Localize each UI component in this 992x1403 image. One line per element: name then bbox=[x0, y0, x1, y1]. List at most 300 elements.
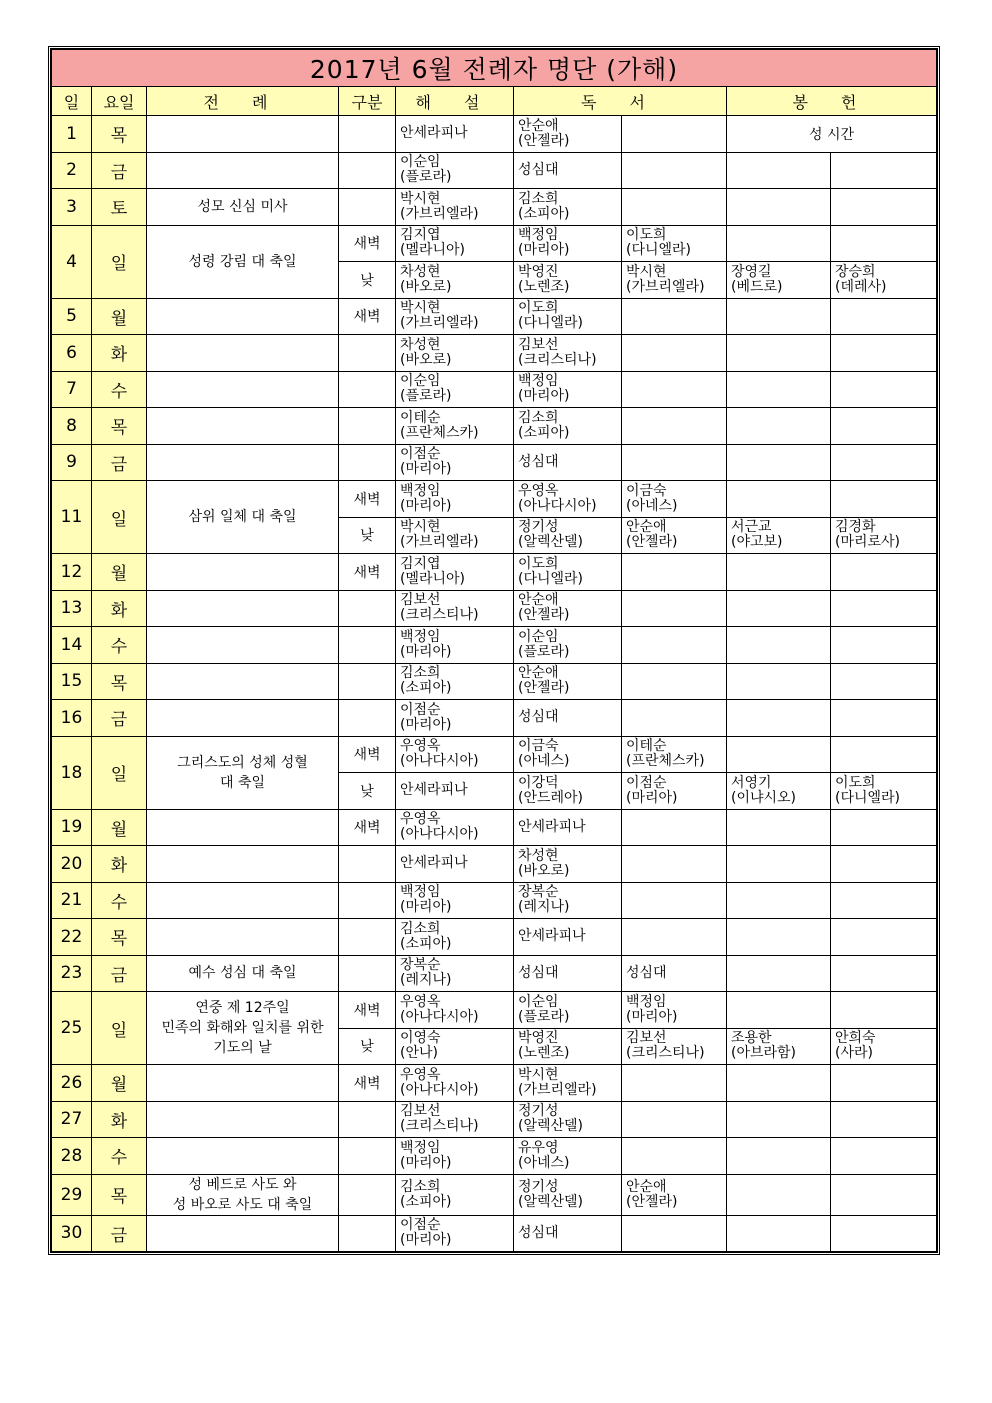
offering-cell-2 bbox=[831, 846, 937, 883]
name-line: (마리아) bbox=[400, 716, 452, 733]
name-line: 박영진 bbox=[518, 263, 559, 280]
name-line: 우영옥 bbox=[400, 738, 441, 755]
name-line: 정기성 bbox=[518, 1103, 559, 1120]
name-line: (플로라) bbox=[518, 643, 570, 660]
commentary-cell bbox=[396, 152, 514, 189]
schedule-body bbox=[52, 116, 937, 1252]
day-cell: 22 bbox=[52, 919, 92, 956]
table-row bbox=[52, 992, 937, 1029]
commentary-cell bbox=[396, 335, 514, 372]
type-cell bbox=[339, 846, 396, 883]
liturgy-cell: 예수 성심 대 축일 bbox=[147, 955, 339, 992]
table-row bbox=[52, 846, 937, 883]
reading-cell-1 bbox=[514, 919, 622, 956]
weekday-cell: 목 bbox=[92, 663, 147, 700]
weekday-cell: 월 bbox=[92, 298, 147, 335]
reading-cell-2 bbox=[622, 1215, 727, 1252]
offering-cell-1 bbox=[727, 262, 831, 299]
name-line: 박시현 bbox=[626, 263, 667, 280]
day-cell: 26 bbox=[52, 1065, 92, 1102]
reading-cell-1 bbox=[514, 882, 622, 919]
reading-cell-1 bbox=[514, 335, 622, 372]
table-row bbox=[52, 627, 937, 664]
weekday-cell: 목 bbox=[92, 919, 147, 956]
offering-cell-2 bbox=[831, 225, 937, 262]
weekday-cell: 목 bbox=[92, 116, 147, 153]
name-line: (아네스) bbox=[518, 1154, 570, 1171]
reading-cell-2 bbox=[622, 809, 727, 846]
offering-cell-2 bbox=[831, 992, 937, 1029]
name-line: (마리아) bbox=[400, 899, 452, 916]
offering-cell-2 bbox=[831, 517, 937, 554]
table-row bbox=[52, 919, 937, 956]
offering-cell-2 bbox=[831, 481, 937, 518]
name-line: (아나다시아) bbox=[400, 753, 479, 770]
header-day: 일 bbox=[52, 87, 92, 116]
weekday-cell: 월 bbox=[92, 809, 147, 846]
name-line: 이점순 bbox=[400, 446, 441, 463]
name-line: (안젤라) bbox=[626, 534, 678, 551]
name-line: (알렉산델) bbox=[518, 1193, 584, 1210]
table-row bbox=[52, 189, 937, 226]
table-row bbox=[52, 809, 937, 846]
offering-cell-2 bbox=[831, 335, 937, 372]
name-line: 안순애 bbox=[518, 592, 559, 609]
reading-cell-2 bbox=[622, 1174, 727, 1215]
type-cell bbox=[339, 189, 396, 226]
name-line: (레지나) bbox=[400, 972, 452, 989]
reading-cell-1 bbox=[514, 773, 622, 810]
offering-cell-1 bbox=[727, 955, 831, 992]
name-line: (멜라니아) bbox=[400, 242, 466, 259]
commentary-cell bbox=[396, 992, 514, 1029]
reading-cell-1 bbox=[514, 992, 622, 1029]
offering-cell-1 bbox=[727, 663, 831, 700]
day-cell: 23 bbox=[52, 955, 92, 992]
offering-cell-1 bbox=[727, 919, 831, 956]
commentary-cell bbox=[396, 1138, 514, 1175]
table-row bbox=[52, 700, 937, 737]
name-line: (사라) bbox=[835, 1045, 873, 1062]
type-cell: 낮 bbox=[339, 517, 396, 554]
name-line: 박시현 bbox=[518, 1066, 559, 1083]
weekday-cell: 일 bbox=[92, 736, 147, 809]
type-cell bbox=[339, 955, 396, 992]
type-cell: 새벽 bbox=[339, 1065, 396, 1102]
reading-cell-2 bbox=[622, 152, 727, 189]
name-line: (아네스) bbox=[518, 753, 570, 770]
type-cell bbox=[339, 444, 396, 481]
name-line: 조용한 bbox=[731, 1030, 772, 1047]
liturgy-cell bbox=[147, 919, 339, 956]
table-row bbox=[52, 1174, 937, 1215]
name-line: (레지나) bbox=[518, 899, 570, 916]
name-line: (크리스티나) bbox=[626, 1045, 705, 1062]
liturgy-cell bbox=[147, 444, 339, 481]
day-cell: 2 bbox=[52, 152, 92, 189]
name-line: (마리아) bbox=[626, 789, 678, 806]
commentary-cell bbox=[396, 189, 514, 226]
offering-cell-2 bbox=[831, 408, 937, 445]
day-cell: 6 bbox=[52, 335, 92, 372]
name-line: 안희숙 bbox=[835, 1030, 876, 1047]
name-line: 김지엽 bbox=[400, 555, 441, 572]
offering-cell-2 bbox=[831, 773, 937, 810]
name-line: 우영옥 bbox=[518, 482, 559, 499]
weekday-cell: 금 bbox=[92, 152, 147, 189]
reading-cell-1 bbox=[514, 225, 622, 262]
name-line: 서근교 bbox=[731, 519, 772, 536]
commentary-cell bbox=[396, 773, 514, 810]
reading-cell-1 bbox=[514, 408, 622, 445]
type-cell bbox=[339, 1101, 396, 1138]
name-line: (마리아) bbox=[400, 643, 452, 660]
name-line: 성심대 bbox=[518, 964, 559, 981]
commentary-cell bbox=[396, 700, 514, 737]
commentary-cell bbox=[396, 1065, 514, 1102]
header-reading: 독 서 bbox=[514, 87, 727, 116]
day-cell: 27 bbox=[52, 1101, 92, 1138]
commentary-cell bbox=[396, 882, 514, 919]
name-line: 성심대 bbox=[626, 964, 667, 981]
reading-cell-1 bbox=[514, 262, 622, 299]
name-line: 이금숙 bbox=[626, 482, 667, 499]
name-line: (마리아) bbox=[400, 497, 452, 514]
offering-cell-2 bbox=[831, 371, 937, 408]
table-row bbox=[52, 955, 937, 992]
day-cell: 11 bbox=[52, 481, 92, 554]
name-line: 김지엽 bbox=[400, 227, 441, 244]
offering-cell-1 bbox=[727, 517, 831, 554]
type-cell: 낮 bbox=[339, 773, 396, 810]
name-line: (마리아) bbox=[400, 461, 452, 478]
day-cell: 12 bbox=[52, 554, 92, 591]
name-line: (가브리엘라) bbox=[400, 315, 479, 332]
offering-cell-1 bbox=[727, 627, 831, 664]
name-line: 백정임 bbox=[400, 1139, 441, 1156]
name-line: (소피아) bbox=[518, 205, 570, 222]
reading-cell-2 bbox=[622, 335, 727, 372]
name-line: (데레사) bbox=[835, 278, 887, 295]
table-row bbox=[52, 590, 937, 627]
liturgy-cell bbox=[147, 1138, 339, 1175]
day-cell: 9 bbox=[52, 444, 92, 481]
name-line: 정기성 bbox=[518, 1178, 559, 1195]
name-line: 이도희 bbox=[626, 227, 667, 244]
commentary-cell bbox=[396, 371, 514, 408]
schedule-table bbox=[51, 49, 937, 1252]
day-cell: 29 bbox=[52, 1174, 92, 1215]
offering-cell-1 bbox=[727, 335, 831, 372]
type-cell bbox=[339, 882, 396, 919]
name-line: (크리스티나) bbox=[400, 607, 479, 624]
offering-cell-2 bbox=[831, 590, 937, 627]
liturgy-cell bbox=[147, 1101, 339, 1138]
table-row bbox=[52, 663, 937, 700]
liturgy-cell: 연중 제 12주일 민족의 화해와 일치를 위한 기도의 날 bbox=[147, 992, 339, 1065]
weekday-cell: 목 bbox=[92, 1174, 147, 1215]
offering-cell-1 bbox=[727, 736, 831, 773]
table-row bbox=[52, 1065, 937, 1102]
name-line: 김소희 bbox=[400, 920, 441, 937]
offering-cell-1 bbox=[727, 371, 831, 408]
name-line: (다니엘라) bbox=[518, 570, 584, 587]
liturgy-cell: 성모 신심 미사 bbox=[147, 189, 339, 226]
name-line: 김보선 bbox=[400, 1103, 441, 1120]
offering-cell-2 bbox=[831, 663, 937, 700]
offering-cell-2 bbox=[831, 700, 937, 737]
header-commentary: 해 설 bbox=[396, 87, 514, 116]
reading-cell-2 bbox=[622, 882, 727, 919]
weekday-cell: 금 bbox=[92, 444, 147, 481]
name-line: 백정임 bbox=[400, 628, 441, 645]
name-line: 차성현 bbox=[400, 336, 441, 353]
liturgy-cell bbox=[147, 1215, 339, 1252]
name-line: 유우영 bbox=[518, 1139, 559, 1156]
weekday-cell: 월 bbox=[92, 1065, 147, 1102]
offering-cell-1 bbox=[727, 481, 831, 518]
reading-cell-1 bbox=[514, 116, 622, 153]
reading-cell-1 bbox=[514, 444, 622, 481]
name-line: (알렉산델) bbox=[518, 534, 584, 551]
offering-cell-2 bbox=[831, 1174, 937, 1215]
reading-cell-1 bbox=[514, 700, 622, 737]
commentary-cell bbox=[396, 1215, 514, 1252]
name-line: 김보선 bbox=[400, 592, 441, 609]
liturgy-cell bbox=[147, 627, 339, 664]
type-cell bbox=[339, 919, 396, 956]
day-cell: 5 bbox=[52, 298, 92, 335]
name-line: 안세라피나 bbox=[518, 928, 586, 945]
commentary-cell bbox=[396, 590, 514, 627]
offering-cell-1 bbox=[727, 590, 831, 627]
commentary-cell bbox=[396, 1028, 514, 1065]
table-row bbox=[52, 444, 937, 481]
name-line: 박시현 bbox=[400, 190, 441, 207]
weekday-cell: 일 bbox=[92, 481, 147, 554]
weekday-cell: 수 bbox=[92, 1138, 147, 1175]
name-line: 백정임 bbox=[518, 373, 559, 390]
name-line: 박영진 bbox=[518, 1030, 559, 1047]
offering-cell-2 bbox=[831, 627, 937, 664]
name-line: (멜라니아) bbox=[400, 570, 466, 587]
name-line: (크리스티나) bbox=[518, 351, 597, 368]
day-cell: 15 bbox=[52, 663, 92, 700]
weekday-cell: 토 bbox=[92, 189, 147, 226]
day-cell: 18 bbox=[52, 736, 92, 809]
day-cell: 8 bbox=[52, 408, 92, 445]
name-line: (이냐시오) bbox=[731, 789, 797, 806]
type-cell bbox=[339, 700, 396, 737]
name-line: 김보선 bbox=[518, 336, 559, 353]
offering-cell-2 bbox=[831, 262, 937, 299]
table-row bbox=[52, 554, 937, 591]
page-title: 2017년 6월 전례자 명단 (가해) bbox=[52, 50, 937, 87]
name-line: 성심대 bbox=[518, 1224, 559, 1241]
name-line: (다니엘라) bbox=[835, 789, 901, 806]
commentary-cell bbox=[396, 663, 514, 700]
reading-cell-1 bbox=[514, 189, 622, 226]
commentary-cell bbox=[396, 481, 514, 518]
reading-cell-1 bbox=[514, 809, 622, 846]
name-line: 안순애 bbox=[626, 1178, 667, 1195]
reading-cell-2 bbox=[622, 663, 727, 700]
offering-cell-2 bbox=[831, 152, 937, 189]
name-line: 안세라피나 bbox=[400, 125, 468, 142]
reading-cell-2 bbox=[622, 736, 727, 773]
offering-cell-2 bbox=[831, 809, 937, 846]
name-line: (다니엘라) bbox=[518, 315, 584, 332]
name-line: 김소희 bbox=[518, 409, 559, 426]
name-line: 장복순 bbox=[518, 884, 559, 901]
offering-cell-2 bbox=[831, 554, 937, 591]
name-line: (가브리엘라) bbox=[518, 1081, 597, 1098]
name-line: (가브리엘라) bbox=[626, 278, 705, 295]
reading-cell-1 bbox=[514, 846, 622, 883]
type-cell: 낮 bbox=[339, 262, 396, 299]
name-line: 이점순 bbox=[626, 774, 667, 791]
name-line: (안나) bbox=[400, 1045, 438, 1062]
commentary-cell bbox=[396, 262, 514, 299]
reading-cell-2 bbox=[622, 1065, 727, 1102]
offering-cell-2 bbox=[831, 189, 937, 226]
table-row bbox=[52, 481, 937, 518]
commentary-cell bbox=[396, 955, 514, 992]
type-cell bbox=[339, 152, 396, 189]
type-cell bbox=[339, 335, 396, 372]
type-cell bbox=[339, 1215, 396, 1252]
name-line: (알렉산델) bbox=[518, 1118, 584, 1135]
type-cell: 낮 bbox=[339, 1028, 396, 1065]
name-line: 이순임 bbox=[400, 154, 441, 171]
table-row bbox=[52, 298, 937, 335]
reading-cell-2 bbox=[622, 992, 727, 1029]
name-line: (야고보) bbox=[731, 534, 783, 551]
weekday-cell: 목 bbox=[92, 408, 147, 445]
day-cell: 16 bbox=[52, 700, 92, 737]
name-line: (소피아) bbox=[400, 935, 452, 952]
liturgy-cell: 그리스도의 성체 성혈 대 축일 bbox=[147, 736, 339, 809]
reading-cell-2 bbox=[622, 116, 727, 153]
reading-cell-2 bbox=[622, 371, 727, 408]
name-line: (아브라함) bbox=[731, 1045, 797, 1062]
weekday-cell: 화 bbox=[92, 846, 147, 883]
reading-cell-1 bbox=[514, 1174, 622, 1215]
liturgy-cell bbox=[147, 846, 339, 883]
weekday-cell: 금 bbox=[92, 700, 147, 737]
day-cell: 21 bbox=[52, 882, 92, 919]
name-line: 이순임 bbox=[518, 628, 559, 645]
commentary-cell bbox=[396, 627, 514, 664]
name-line: 우영옥 bbox=[400, 811, 441, 828]
name-line: 장승희 bbox=[835, 263, 876, 280]
table-row bbox=[52, 1101, 937, 1138]
name-line: 김소희 bbox=[518, 190, 559, 207]
offering-note: 성 시간 bbox=[727, 116, 937, 153]
reading-cell-1 bbox=[514, 371, 622, 408]
offering-cell-2 bbox=[831, 444, 937, 481]
reading-cell-1 bbox=[514, 627, 622, 664]
name-line: 이영숙 bbox=[400, 1030, 441, 1047]
reading-cell-1 bbox=[514, 590, 622, 627]
liturgy-cell bbox=[147, 882, 339, 919]
name-line: 이점순 bbox=[400, 701, 441, 718]
reading-cell-2 bbox=[622, 919, 727, 956]
name-line: (안젤라) bbox=[626, 1193, 678, 1210]
schedule-sheet bbox=[48, 46, 940, 1255]
table-row bbox=[52, 225, 937, 262]
reading-cell-2 bbox=[622, 444, 727, 481]
table-row bbox=[52, 1215, 937, 1252]
weekday-cell: 화 bbox=[92, 590, 147, 627]
name-line: (아네스) bbox=[626, 497, 678, 514]
offering-cell-1 bbox=[727, 1028, 831, 1065]
reading-cell-2 bbox=[622, 262, 727, 299]
commentary-cell bbox=[396, 919, 514, 956]
day-cell: 7 bbox=[52, 371, 92, 408]
name-line: (바오로) bbox=[400, 351, 452, 368]
name-line: (마리아) bbox=[626, 1008, 678, 1025]
offering-cell-1 bbox=[727, 846, 831, 883]
reading-cell-2 bbox=[622, 1101, 727, 1138]
name-line: 장복순 bbox=[400, 957, 441, 974]
name-line: (소피아) bbox=[400, 1193, 452, 1210]
day-cell: 20 bbox=[52, 846, 92, 883]
name-line: (마리아) bbox=[518, 388, 570, 405]
liturgy-cell bbox=[147, 335, 339, 372]
name-line: (프란체스카) bbox=[626, 753, 705, 770]
type-cell bbox=[339, 590, 396, 627]
liturgy-cell bbox=[147, 1065, 339, 1102]
header-type: 구분 bbox=[339, 87, 396, 116]
name-line: 박시현 bbox=[400, 519, 441, 536]
liturgy-cell bbox=[147, 152, 339, 189]
day-cell: 13 bbox=[52, 590, 92, 627]
offering-cell-1 bbox=[727, 408, 831, 445]
name-line: (아나다시아) bbox=[400, 826, 479, 843]
liturgy-cell bbox=[147, 700, 339, 737]
reading-cell-1 bbox=[514, 955, 622, 992]
name-line: 안순애 bbox=[518, 665, 559, 682]
reading-cell-2 bbox=[622, 1028, 727, 1065]
name-line: 성심대 bbox=[518, 453, 559, 470]
weekday-cell: 화 bbox=[92, 1101, 147, 1138]
commentary-cell bbox=[396, 408, 514, 445]
weekday-cell: 수 bbox=[92, 371, 147, 408]
offering-cell-2 bbox=[831, 1101, 937, 1138]
name-line: (플로라) bbox=[400, 388, 452, 405]
liturgy-cell bbox=[147, 408, 339, 445]
type-cell: 새벽 bbox=[339, 809, 396, 846]
liturgy-cell: 성령 강림 대 축일 bbox=[147, 225, 339, 298]
day-cell: 3 bbox=[52, 189, 92, 226]
offering-cell-1 bbox=[727, 700, 831, 737]
reading-cell-2 bbox=[622, 1138, 727, 1175]
table-row bbox=[52, 408, 937, 445]
name-line: (마리아) bbox=[400, 1154, 452, 1171]
reading-cell-1 bbox=[514, 1065, 622, 1102]
liturgy-cell bbox=[147, 663, 339, 700]
liturgy-cell: 삼위 일체 대 축일 bbox=[147, 481, 339, 554]
reading-cell-2 bbox=[622, 481, 727, 518]
day-cell: 30 bbox=[52, 1215, 92, 1252]
offering-cell-1 bbox=[727, 773, 831, 810]
offering-cell-1 bbox=[727, 554, 831, 591]
reading-cell-2 bbox=[622, 298, 727, 335]
name-line: 김소희 bbox=[400, 1178, 441, 1195]
offering-cell-1 bbox=[727, 152, 831, 189]
type-cell bbox=[339, 116, 396, 153]
